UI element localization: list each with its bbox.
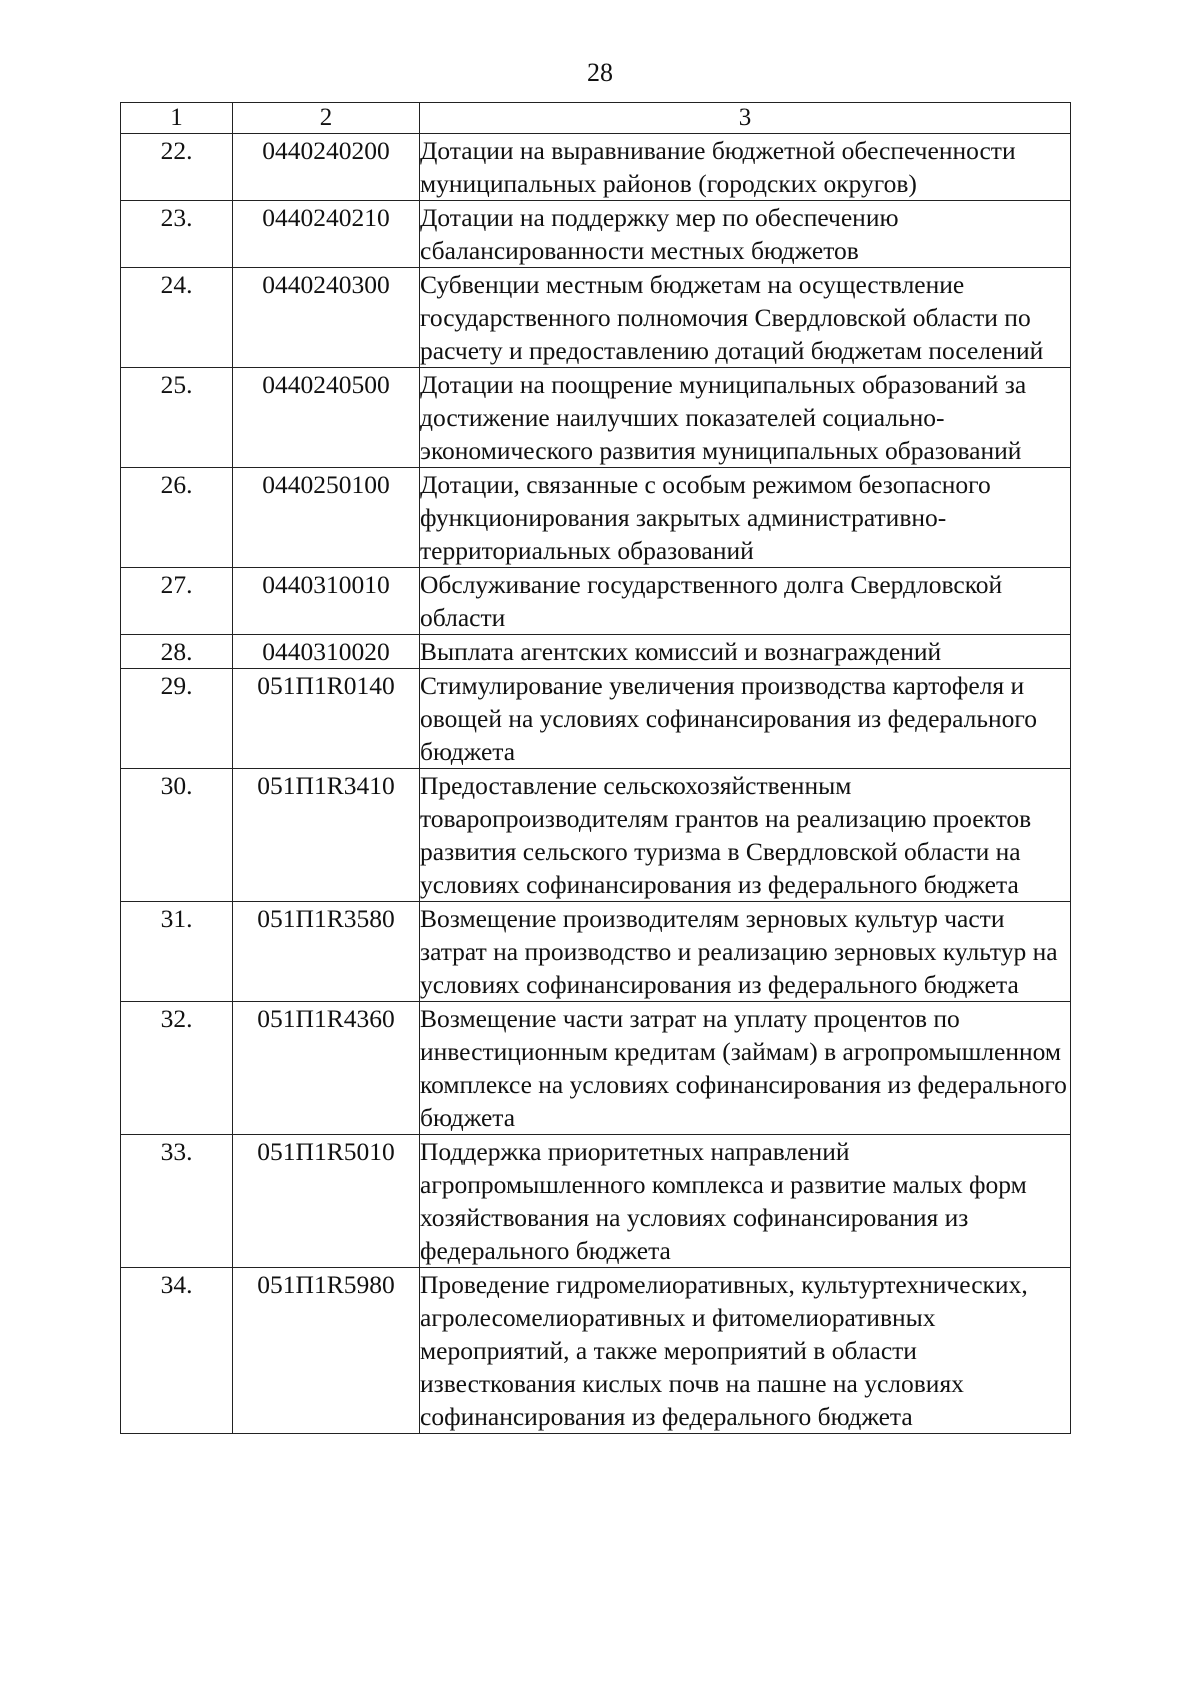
page-number: 28 <box>587 58 613 87</box>
row-description: Возмещение производителям зерновых культур части затрат на производство и реализацию зерновых культур на условиях софинансирования из федерального бюджета <box>420 902 1071 1002</box>
row-description: Выплата агентских комиссий и вознаграждений <box>420 635 1071 669</box>
row-number: 22. <box>121 134 233 201</box>
table-body <box>121 134 1071 1434</box>
row-description: Дотации на выравнивание бюджетной обеспеченности муниципальных районов (городских округов) <box>420 134 1071 201</box>
row-description: Поддержка приоритетных направлений агропромышленного комплекса и развитие малых форм хозяйствования на условиях софинансирования из федерального бюджета <box>420 1135 1071 1268</box>
row-description: Дотации на поощрение муниципальных образований за достижение наилучших показателей социально-экономического развития муниципальных образований <box>420 368 1071 468</box>
table-row <box>121 1002 1071 1135</box>
table-row <box>121 134 1071 201</box>
row-number: 26. <box>121 468 233 568</box>
row-code: 0440240300 <box>233 268 420 368</box>
row-description: Дотации на поддержку мер по обеспечению сбалансированности местных бюджетов <box>420 201 1071 268</box>
row-code: 0440250100 <box>233 468 420 568</box>
row-number: 29. <box>121 669 233 769</box>
row-description: Возмещение части затрат на уплату процентов по инвестиционным кредитам (займам) в агропромышленном комплексе на условиях софинансирования из федерального бюджета <box>420 1002 1071 1135</box>
row-number: 30. <box>121 769 233 902</box>
table-row <box>121 1268 1071 1434</box>
row-number: 24. <box>121 268 233 368</box>
table-row <box>121 268 1071 368</box>
column-header: 1 <box>121 103 233 134</box>
row-description: Дотации, связанные с особым режимом безопасного функционирования закрытых административно-территориальных образований <box>420 468 1071 568</box>
row-number: 28. <box>121 635 233 669</box>
budget-table <box>120 102 1071 1434</box>
column-header: 3 <box>420 103 1071 134</box>
row-description: Предоставление сельскохозяйственным товаропроизводителям грантов на реализацию проектов развития сельского туризма в Свердловской области на условиях софинансирования из федерального бюджета <box>420 769 1071 902</box>
row-description: Обслуживание государственного долга Свердловской области <box>420 568 1071 635</box>
row-number: 33. <box>121 1135 233 1268</box>
table-row <box>121 1135 1071 1268</box>
row-code: 0440240500 <box>233 368 420 468</box>
row-code: 0440310010 <box>233 568 420 635</box>
row-code: 0440240210 <box>233 201 420 268</box>
row-code: 051П1R5980 <box>233 1268 420 1434</box>
table-row <box>121 635 1071 669</box>
row-code: 0440310020 <box>233 635 420 669</box>
row-description: Проведение гидромелиоративных, культуртехнических, агролесомелиоративных и фитомелиоративных мероприятий, а также мероприятий в области известкования кислых почв на пашне на условиях софинансирования из федерального бюджета <box>420 1268 1071 1434</box>
table-row <box>121 669 1071 769</box>
row-code: 051П1R4360 <box>233 1002 420 1135</box>
table-row <box>121 769 1071 902</box>
row-number: 32. <box>121 1002 233 1135</box>
row-number: 25. <box>121 368 233 468</box>
row-code: 051П1R3580 <box>233 902 420 1002</box>
row-code: 0440240200 <box>233 134 420 201</box>
row-number: 34. <box>121 1268 233 1434</box>
row-number: 23. <box>121 201 233 268</box>
column-header: 2 <box>233 103 420 134</box>
row-number: 31. <box>121 902 233 1002</box>
table-row <box>121 368 1071 468</box>
row-code: 051П1R5010 <box>233 1135 420 1268</box>
row-code: 051П1R0140 <box>233 669 420 769</box>
table-row <box>121 201 1071 268</box>
header-row <box>121 103 1071 134</box>
table-row <box>121 468 1071 568</box>
row-description: Субвенции местным бюджетам на осуществление государственного полномочия Свердловской области по расчету и предоставлению дотаций бюджетам поселений <box>420 268 1071 368</box>
table-row <box>121 568 1071 635</box>
table-row <box>121 902 1071 1002</box>
row-number: 27. <box>121 568 233 635</box>
row-description: Стимулирование увеличения производства картофеля и овощей на условиях софинансирования из федерального бюджета <box>420 669 1071 769</box>
row-code: 051П1R3410 <box>233 769 420 902</box>
